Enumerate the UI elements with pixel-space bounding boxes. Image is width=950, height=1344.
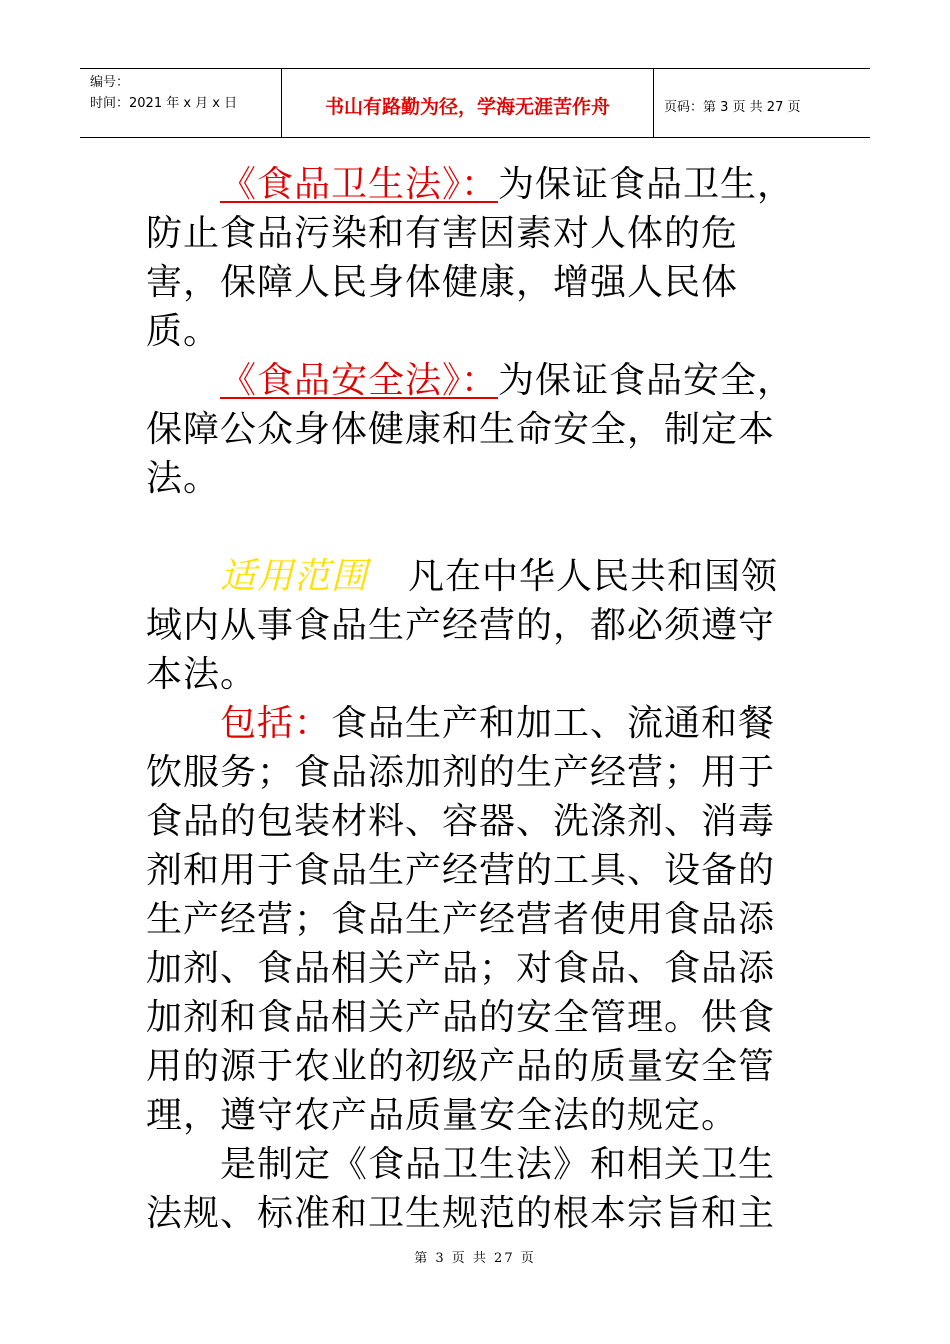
header-motto: 书山有路勤为径，学海无涯苦作舟 bbox=[282, 69, 654, 137]
law-name-food-safety: 《食品安全法》： bbox=[220, 360, 499, 401]
paragraph-food-hygiene-law bbox=[146, 160, 811, 356]
paragraph-food-safety-law bbox=[146, 356, 811, 503]
paragraph-text: 是制定《食品卫生法》和相关卫生法规、标准和卫生规范的根本宗旨和主 bbox=[146, 1144, 776, 1234]
law-name-food-hygiene: 《食品卫生法》： bbox=[220, 164, 499, 205]
paragraph-text: 为保证食品卫生，防止食品污染和有害因素对人体的危害，保障人民身体健康，增强人民体质。 bbox=[146, 164, 795, 352]
document-body bbox=[146, 160, 811, 1238]
scope-heading: 适用范围 bbox=[220, 556, 369, 597]
paragraph-text: 为保证食品安全，保障公众身体健康和生命安全，制定本法。 bbox=[146, 360, 795, 499]
number-label: 编号： bbox=[90, 75, 130, 90]
page-footer: 第 3 页 共 27 页 bbox=[414, 1251, 536, 1266]
paragraph-includes bbox=[146, 699, 811, 1140]
time-label: 时间：2021 年 x 月 x 日 bbox=[90, 96, 238, 111]
paragraph-text: 食品生产和加工、流通和餐饮服务；食品添加剂的生产经营；用于食品的包装材料、容器、洗涤剂、消毒剂和用于食品生产经营的工具、设备的生产经营；食品生产经营者使用食品添加剂、食品相关产品；对食品、食品添加剂和食品相关产品的安全管理。供食用的源于农业的初级产品的质量安全管理，遵守农产品质量安全法的规定。 bbox=[146, 703, 776, 1136]
paragraph-scope bbox=[146, 552, 811, 699]
header-page-info: 页码：第 3 页 共 27 页 bbox=[664, 99, 801, 115]
page-header bbox=[80, 68, 870, 138]
includes-heading: 包括： bbox=[220, 703, 332, 744]
header-meta bbox=[80, 69, 282, 137]
paragraph-spacer bbox=[146, 503, 811, 552]
paragraph-purpose bbox=[146, 1140, 811, 1238]
paragraph-text: 凡在中华人民共和国领域内从事食品生产经营的，都必须遵守本法。 bbox=[146, 556, 779, 695]
